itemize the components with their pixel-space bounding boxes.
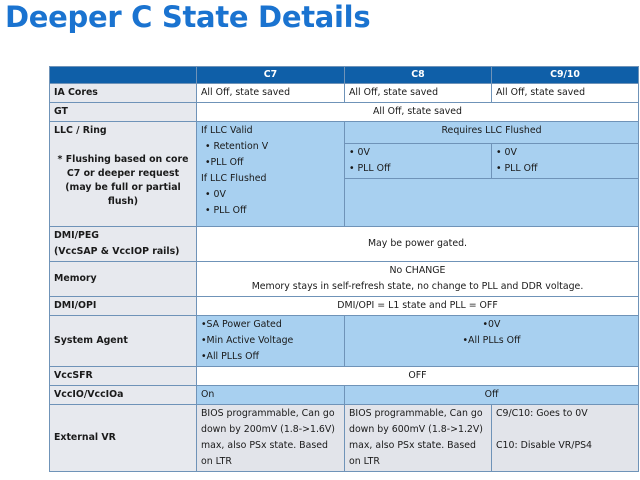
external-vr-c7: BIOS programmable, Can go down by 200mV (1.8->1.6V) max, also PSx state. Based on LTR: [197, 405, 345, 472]
vccsfr-value: OFF: [197, 367, 639, 386]
header-c7: C7: [197, 67, 345, 84]
label-vccsfr: VccSFR: [50, 367, 197, 386]
dmi-peg-label-line2: (VccSAP & VccIOP rails): [54, 246, 180, 257]
system-agent-c8-line: •All PLLs Off: [462, 335, 521, 346]
row-vccsfr: [50, 367, 639, 386]
label-ia-cores: IA Cores: [50, 84, 197, 103]
header-row: [50, 67, 639, 84]
row-memory: [50, 262, 639, 297]
llc-flush-note: * Flushing based on core C7 or deeper request (may be full or partial flush): [57, 154, 189, 207]
llc-c7-line: •PLL Off: [205, 157, 244, 168]
header-empty: [50, 67, 197, 84]
llc-c7-line: • PLL Off: [205, 205, 247, 216]
label-llc-ring: [50, 122, 197, 227]
row-dmi-peg: [50, 227, 639, 262]
ia-cores-c8: All Off, state saved: [345, 84, 492, 103]
system-agent-c8-line: •0V: [482, 319, 501, 330]
c-state-table: [49, 66, 639, 472]
external-vr-c9-10-line2: C10: Disable VR/PS4: [496, 440, 593, 451]
llc-c7-line: • 0V: [205, 189, 226, 200]
memory-value: [197, 262, 639, 297]
llc-c8-line: • PLL Off: [349, 163, 391, 174]
label-external-vr: External VR: [50, 405, 197, 472]
vccio-c8-c9-10: Off: [345, 386, 639, 405]
llc-c9-10-line: • 0V: [496, 147, 517, 158]
row-system-agent: [50, 316, 639, 367]
system-agent-c7-line: •SA Power Gated: [201, 319, 282, 330]
page-title: Deeper C State Details: [5, 0, 371, 34]
label-vccio: VccIO/VccIOa: [50, 386, 197, 405]
ia-cores-c7: All Off, state saved: [197, 84, 345, 103]
llc-c7: [197, 122, 345, 227]
label-dmi-peg: [50, 227, 197, 262]
ia-cores-c9-10: All Off, state saved: [492, 84, 639, 103]
llc-c7-line: • Retention V: [205, 141, 269, 152]
llc-c7-line: If LLC Valid: [201, 125, 253, 136]
row-gt: [50, 103, 639, 122]
llc-ring-label: LLC / Ring: [54, 125, 107, 136]
row-llc-1: [50, 122, 639, 144]
external-vr-c9-10-line1: C9/C10: Goes to 0V: [496, 408, 588, 419]
memory-line1: No CHANGE: [389, 265, 446, 276]
row-external-vr: [50, 405, 639, 472]
system-agent-c7-line: •All PLLs Off: [201, 351, 259, 362]
vccio-c7: On: [197, 386, 345, 405]
llc-c8-line: • 0V: [349, 147, 370, 158]
row-ia-cores: [50, 84, 639, 103]
llc-c9-10: [492, 144, 639, 179]
label-gt: GT: [50, 103, 197, 122]
system-agent-c7: [197, 316, 345, 367]
external-vr-c9-10: [492, 405, 639, 472]
llc-requires-flushed: Requires LLC Flushed: [345, 122, 639, 144]
row-dmi-opi: [50, 297, 639, 316]
dmi-peg-value: May be power gated.: [197, 227, 639, 262]
header-c9-10: C9/10: [492, 67, 639, 84]
memory-line2: Memory stays in self-refresh state, no change to PLL and DDR voltage.: [251, 281, 584, 292]
dmi-opi-value: DMI/OPI = L1 state and PLL = OFF: [197, 297, 639, 316]
label-dmi-opi: DMI/OPI: [50, 297, 197, 316]
header-c8: C8: [345, 67, 492, 84]
label-memory: Memory: [50, 262, 197, 297]
llc-blank: [345, 179, 639, 227]
system-agent-c7-line: •Min Active Voltage: [201, 335, 294, 346]
external-vr-c8: BIOS programmable, Can go down by 600mV (1.8->1.2V) max, also PSx state. Based on LTR: [345, 405, 492, 472]
label-system-agent: System Agent: [50, 316, 197, 367]
dmi-peg-label-line1: DMI/PEG: [54, 230, 99, 241]
row-vccio: [50, 386, 639, 405]
system-agent-c8-c9-10: [345, 316, 639, 367]
llc-c9-10-line: • PLL Off: [496, 163, 538, 174]
gt-value: All Off, state saved: [197, 103, 639, 122]
llc-c8: [345, 144, 492, 179]
llc-c7-line: If LLC Flushed: [201, 173, 267, 184]
